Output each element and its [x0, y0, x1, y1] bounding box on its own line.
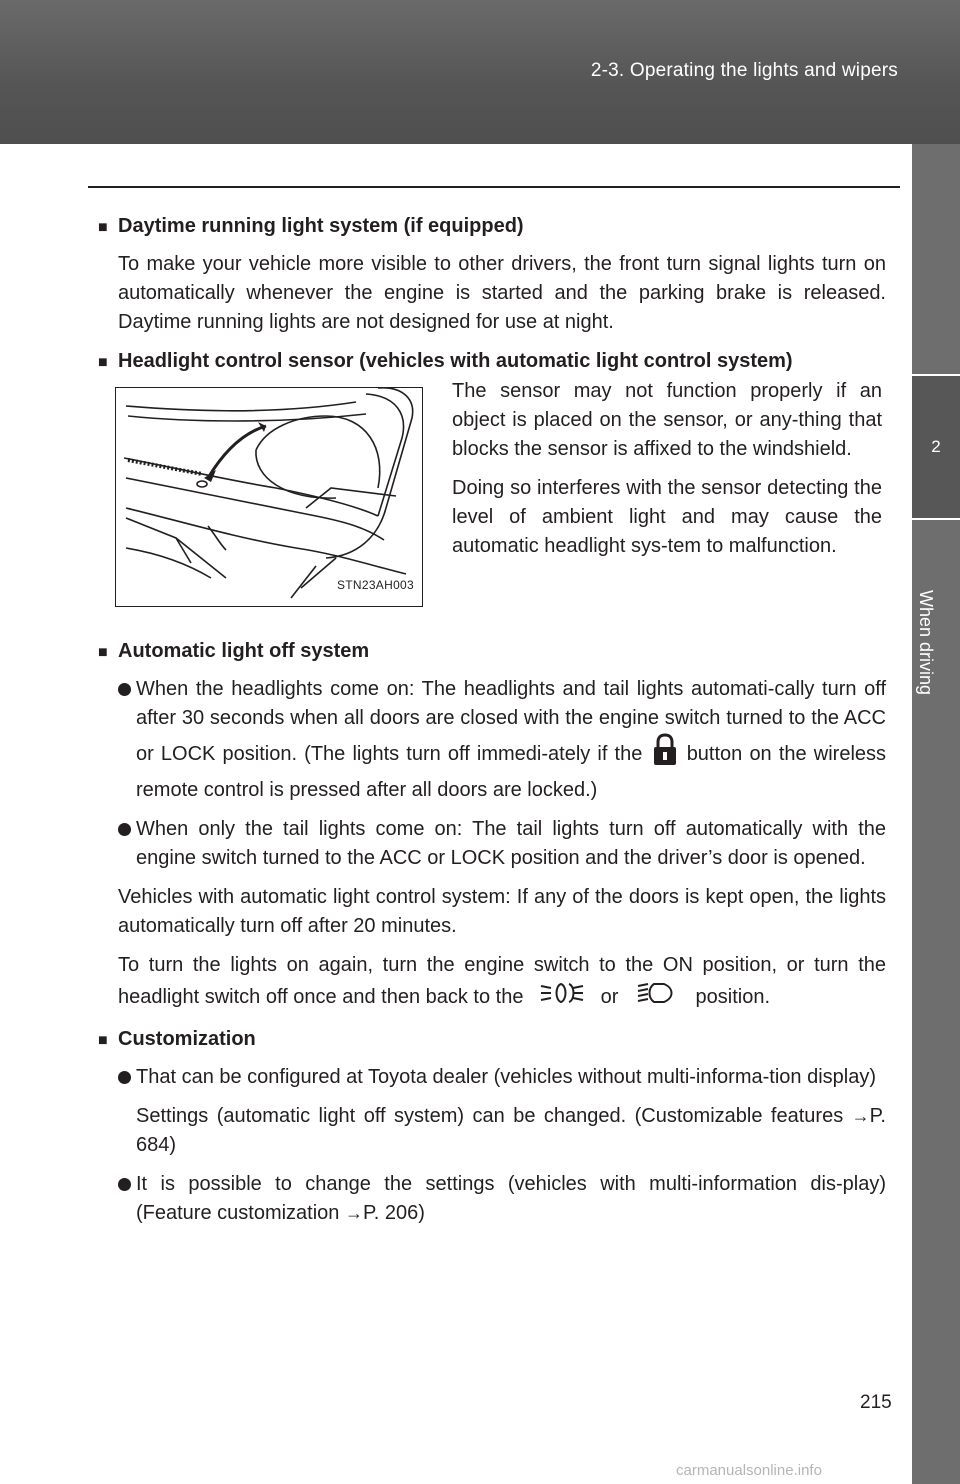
side-tab-upper	[912, 144, 960, 374]
para-2-text-a: To turn the lights on again, turn the engine switch to the ON position, or turn the headlight switch off once and then back to the	[118, 954, 886, 1008]
bullet-dot	[118, 1178, 131, 1191]
auto-off-para-2	[118, 951, 886, 1015]
sensor-illustration	[115, 387, 423, 607]
bullet-2-text: When only the tail lights come on: The tail lights turn off automatically with the engine switch turned to the ACC or LOCK position and the driver’s door is opened.	[136, 818, 886, 869]
header-band	[0, 0, 960, 144]
sensor-heading	[98, 347, 886, 377]
bullet-1-text-a: When the headlights come on: The headlights and tail lights automati-cally turn off after 30 seconds when all doors are closed with the engine switch turned to the ACC or LOCK position. (The lights turn off immedi-ately if the	[136, 678, 886, 765]
auto-off-heading-text: Automatic light off system	[118, 640, 370, 662]
custom-sub-1-text-a: Settings (automatic light off system) can be changed. (Customizable features	[136, 1105, 844, 1127]
sensor-text	[452, 377, 882, 571]
watermark: carmanualsonline.info	[676, 1462, 822, 1479]
square-bullet: ■	[98, 644, 108, 661]
custom-bullet-2	[118, 1170, 886, 1228]
sensor-text-2: Doing so interferes with the sensor detecting the level of ambient light and may cause the automatic headlight sys-tem to malfunction.	[452, 477, 882, 557]
custom-bullet-1	[118, 1063, 886, 1092]
tail-light-icon	[539, 980, 585, 1015]
sensor-figure-row	[98, 380, 886, 627]
top-rule	[88, 186, 900, 188]
auto-off-heading	[98, 637, 886, 667]
bullet-dot	[118, 1071, 131, 1084]
square-bullet: ■	[98, 219, 108, 236]
page-content	[98, 212, 886, 1238]
custom-bullet-1-text: That can be configured at Toyota dealer (vehicles without multi-informa-tion display)	[136, 1066, 876, 1088]
lock-icon	[650, 733, 680, 776]
bullet-dot	[118, 683, 131, 696]
custom-bullet-2-text-a: It is possible to change the settings (vehicles with multi-information dis-play) (Feature customization	[136, 1173, 886, 1224]
arrow-icon: →	[851, 1106, 870, 1126]
para-2-or: or	[600, 985, 619, 1008]
sensor-heading-text: Headlight control sensor (vehicles with automatic light control system)	[118, 350, 793, 372]
chapter-number: 2	[912, 376, 960, 518]
auto-off-bullet-2	[118, 815, 886, 873]
figure-code: STN23AH003	[336, 578, 414, 592]
page-reference-link[interactable]: P. 684)	[136, 1105, 886, 1156]
square-bullet: ■	[98, 354, 108, 371]
bullet-1-text-b: button on the wireless remote control is pressed after all doors are locked.)	[136, 742, 887, 801]
section-title: 2-3. Operating the lights and wipers	[590, 60, 898, 81]
custom-heading-text: Customization	[118, 1028, 256, 1050]
auto-off-bullet-1	[118, 675, 886, 805]
page-reference-link[interactable]: P. 206)	[362, 1202, 425, 1224]
auto-off-para-1: Vehicles with automatic light control system: If any of the doors is kept open, the lights automatically turn off after 20 minutes.	[118, 886, 886, 937]
daytime-heading	[98, 212, 886, 242]
page-number: 215	[860, 1392, 892, 1413]
square-bullet: ■	[98, 1032, 108, 1049]
custom-heading	[98, 1025, 886, 1055]
arrow-icon: →	[344, 1203, 363, 1223]
chapter-label: When driving	[916, 590, 936, 696]
custom-sub-1	[136, 1102, 886, 1160]
headlight-icon	[634, 980, 680, 1015]
daytime-body: To make your vehicle more visible to other drivers, the front turn signal lights turn on automatically whenever the engine is started and the parking brake is released. Daytime running lights are not designed for use at night.	[118, 253, 886, 333]
daytime-heading-text: Daytime running light system (if equipped)	[118, 215, 524, 237]
sensor-text-1: The sensor may not function properly if an object is placed on the sensor, or any-thing that blocks the sensor is affixed to the windshield.	[452, 380, 882, 460]
para-2-text-b: position.	[695, 985, 771, 1008]
bullet-dot	[118, 823, 131, 836]
